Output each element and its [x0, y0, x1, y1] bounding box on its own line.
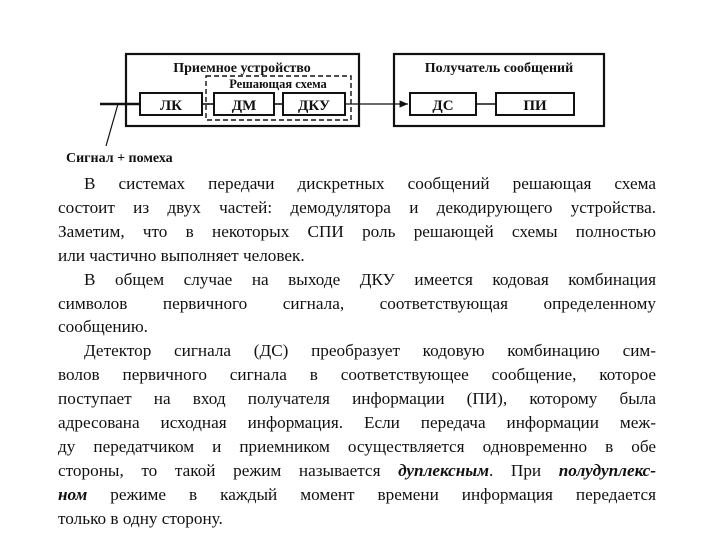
- p3-line-2: волов первичного сигнала в соответствующее сообщение, которое: [58, 365, 656, 385]
- term-duplex: дуплексным: [398, 460, 489, 480]
- p2-line-2: символов первичного сигнала, соответствующая определенному: [58, 293, 656, 313]
- input-label: Сигнал + помеха: [66, 151, 173, 166]
- decision-title: Решающая схема: [229, 77, 327, 91]
- recipient-title: Получатель сообщений: [424, 61, 574, 76]
- p3-line-6: [58, 459, 656, 483]
- p1-line-1: В системах передачи дискретных сообщений решающая схема: [84, 174, 656, 193]
- p2-line-1: В общем случае на выходе ДКУ имеется кодовая комбинация: [84, 269, 656, 289]
- p3-line-1: Детектор сигнала (ДС) преобразует кодовую комбинацию сим-: [84, 341, 656, 361]
- block-dku-label: ДКУ: [298, 98, 330, 114]
- p3-line-7-b: режиме в каждый момент времени информация передается: [87, 484, 656, 504]
- p1-line-4: или частично выполняет человек.: [58, 245, 305, 265]
- block-pi-label: ПИ: [523, 98, 547, 114]
- p3-line-5: ду передатчиком и приемником осуществляется одновременно в обе: [58, 436, 656, 456]
- p1-line-3: Заметим, что в некоторых СПИ роль решающей схемы полностью: [58, 221, 656, 241]
- body-text: [58, 172, 656, 531]
- block-ds-label: ДС: [432, 98, 454, 114]
- paragraph-2: [58, 268, 656, 340]
- block-lk-label: ЛК: [159, 98, 183, 114]
- receiver-title: Приемное устройство: [173, 61, 311, 76]
- p1-line-2: состоит из двух частей: демодулятора и декодирующего устройства.: [58, 197, 656, 217]
- term-half-duplex-part2: ном: [58, 484, 88, 504]
- p2-line-3: сообщению.: [58, 317, 148, 337]
- term-half-duplex-part1: полудуплекс-: [558, 460, 656, 480]
- paragraph-3: [58, 339, 656, 530]
- block-diagram: [0, 0, 720, 175]
- p3-line-6-a: стороны, то такой режим называется: [58, 460, 399, 480]
- p3-line-4: адресована исходная информация. Если передача информации меж-: [58, 413, 656, 433]
- paragraph-1: [58, 172, 656, 268]
- p3-line-8: только в одну сторону.: [58, 508, 223, 528]
- p3-line-3: поступает на вход получателя информации (ПИ), которому была: [58, 389, 656, 409]
- p3-line-6-b: . При: [488, 460, 559, 480]
- input-leader: [106, 104, 118, 146]
- block-dm-label: ДМ: [231, 98, 257, 114]
- p3-line-7: [58, 483, 656, 507]
